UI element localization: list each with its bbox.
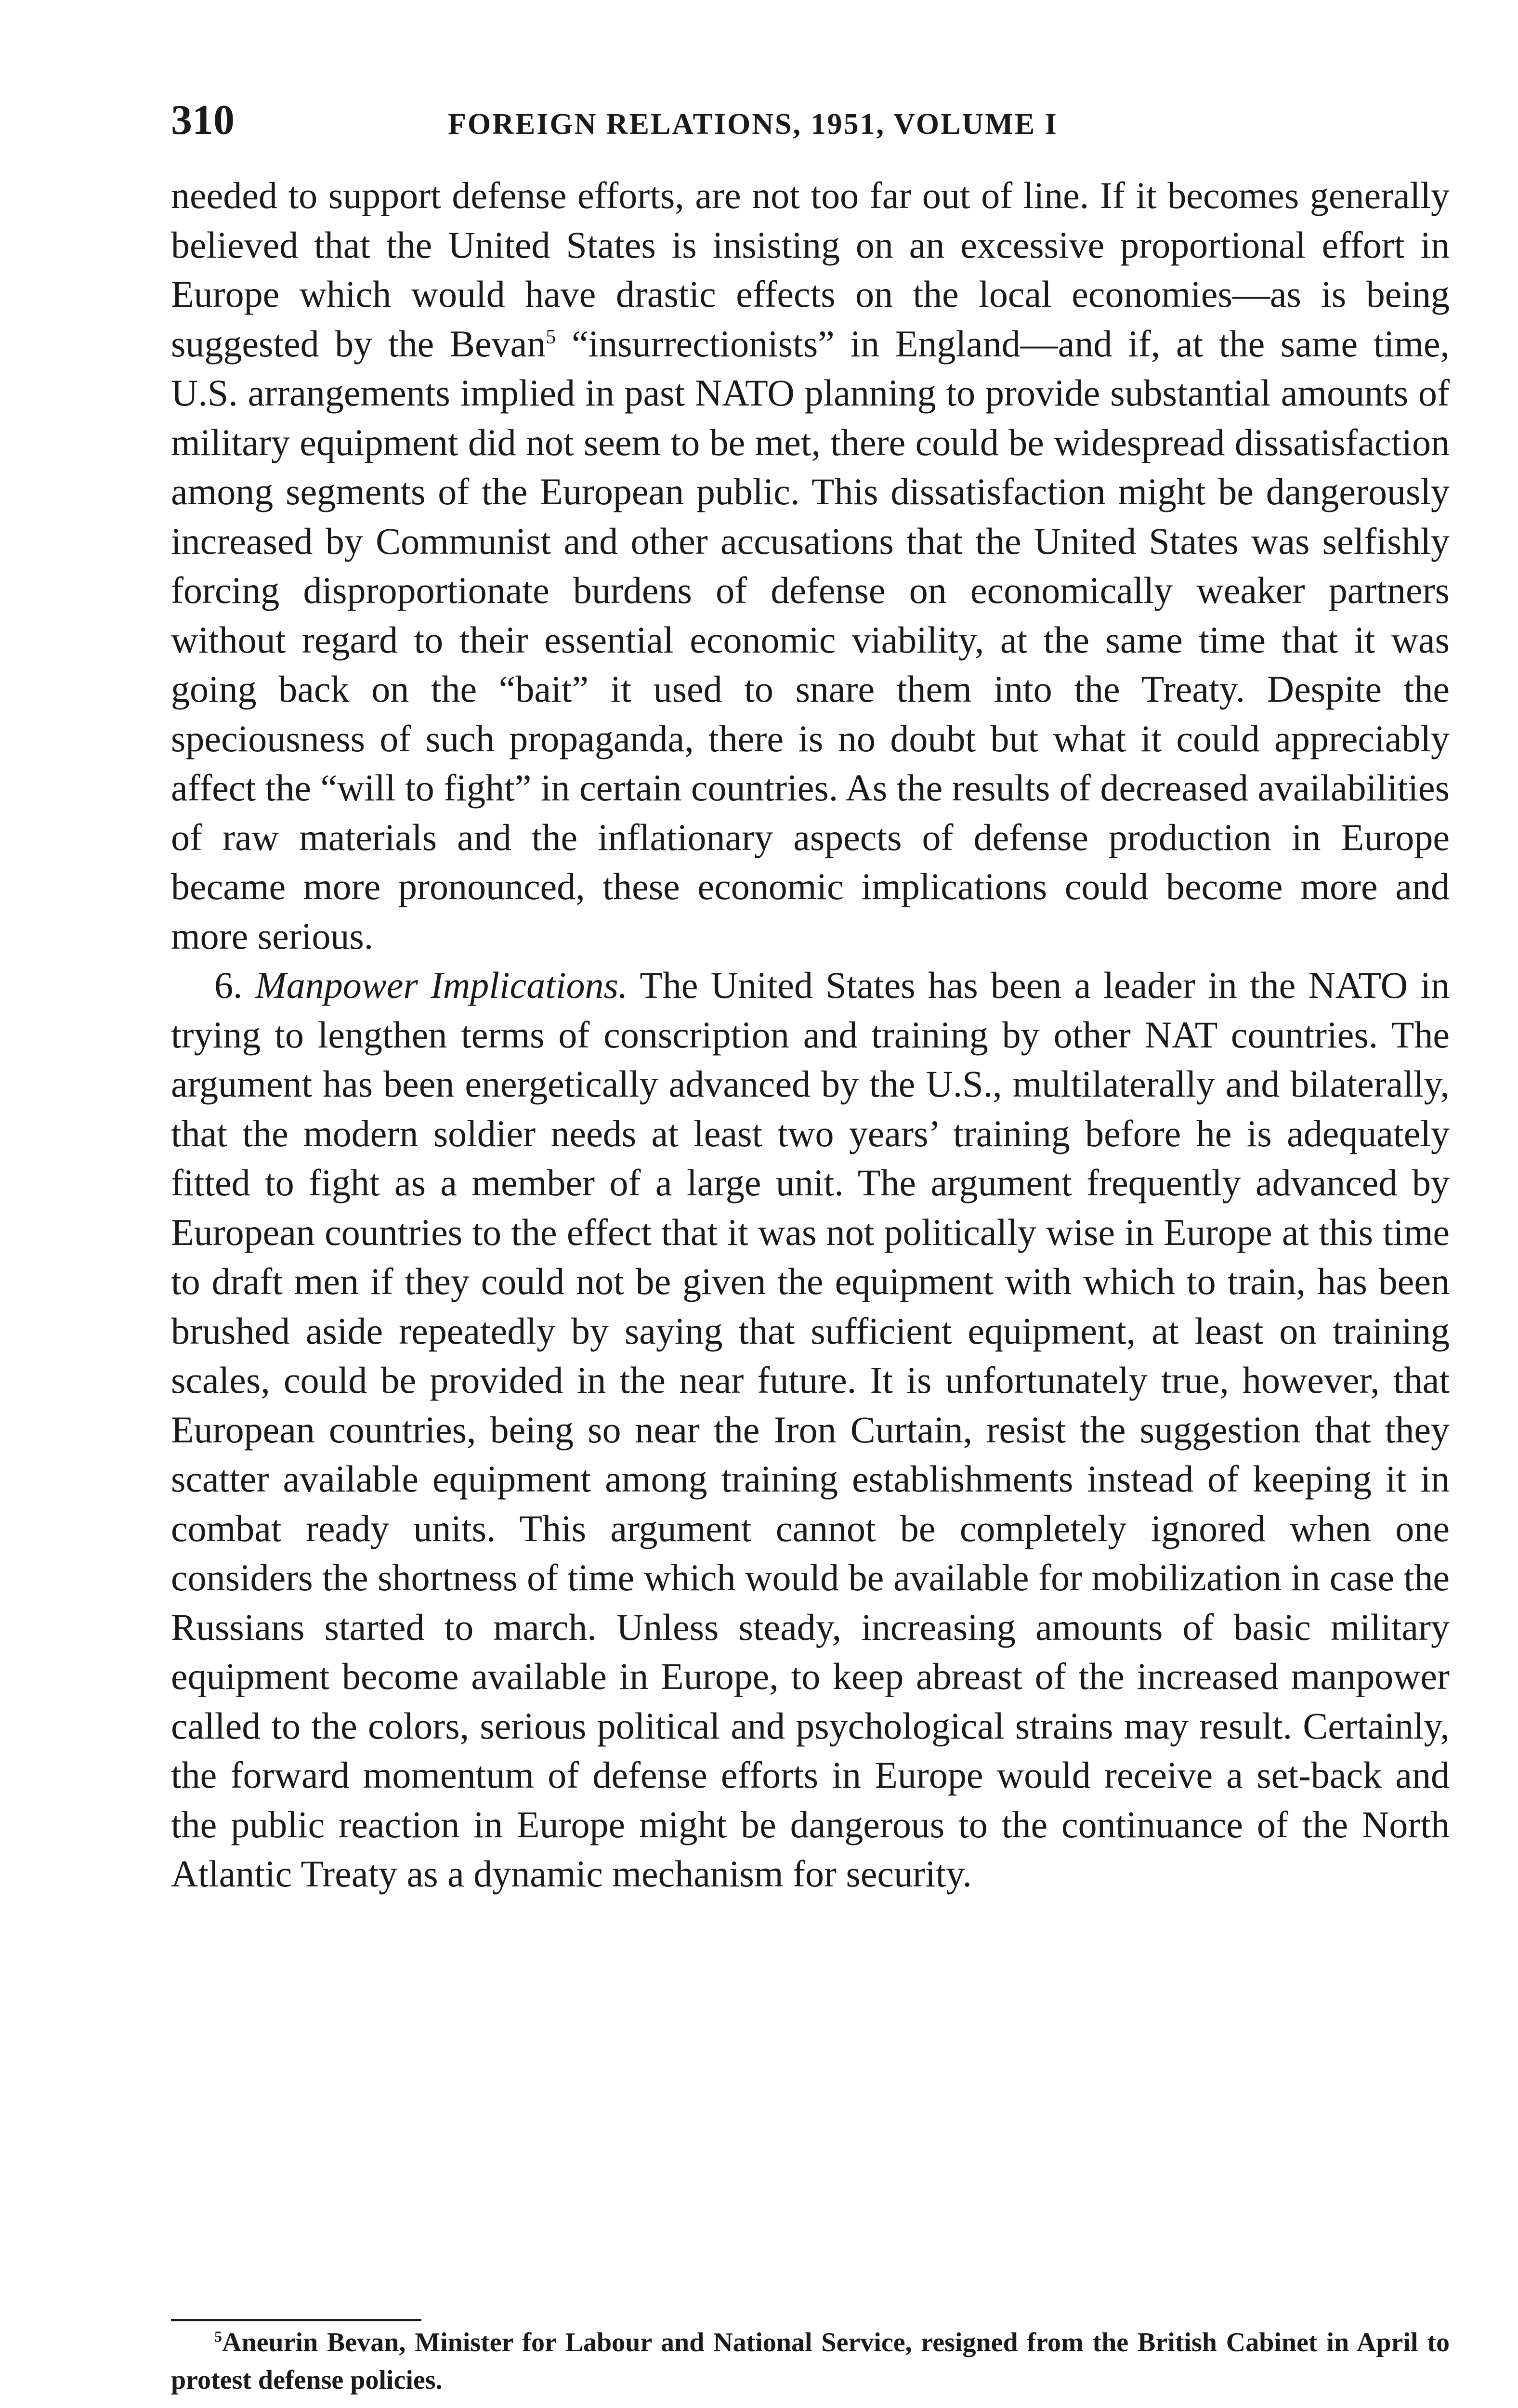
page-number: 310 xyxy=(171,97,235,144)
running-head xyxy=(171,92,1457,149)
body-text xyxy=(171,171,1450,1899)
footnote-ref-5: 5 xyxy=(546,326,556,348)
paragraph-2 xyxy=(171,961,1450,1899)
footnote-divider xyxy=(171,2319,421,2321)
paragraph-2-number: 6. xyxy=(214,964,255,1006)
running-title: FOREIGN RELATIONS, 1951, VOLUME I xyxy=(448,108,1058,141)
paragraph-1-continuation: “insurrectionists” in England—and if, at the same time, U.S. arrangements implied in past NATO planning to provide substantial amounts of military equipment did not seem to be met, there could be widespread dissatisfaction among segments of the European public. This dissatisfaction might be dangerously increased by Communist and other accusations that the United States was selfishly forcing disproportionate burdens of defense on economically weaker partners without regard to their essential economic viability, at the same time that it was going back on the “bait” it used to snare them into the Treaty. Despite the speciousness of such propaganda, there is no doubt but what it could appreciably affect the “will to fight” in certain countries. As the results of decreased availabilities of raw materials and the inflationary aspects of defense production in Europe became more pronounced, these economic implications could become more and more serious. xyxy=(171,322,1450,957)
paragraph-1-text: needed to support defense efforts, are not too far out of line. If it becomes generally believed that the United States is insisting on an excessive proportional effort in Europe which would have drastic effects on the local economies—as is being suggested by the Bevan xyxy=(171,174,1450,365)
paragraph-2-text: The United States has been a leader in the NATO in trying to lengthen terms of conscription and training by other NAT countries. The argument has been energetically advanced by the U.S., multilaterally and bilaterally, that the modern soldier needs at least two years’ training before he is adequately fitted to fight as a member of a large unit. The argument frequently advanced by European countries to the effect that it was not politically wise in Europe at this time to draft men if they could not be given the equipment with which to train, has been brushed aside repeatedly by saying that sufficient equipment, at least on training scales, could be provided in the near future. It is unfortunately true, however, that European countries, being so near the Iron Curtain, resist the suggestion that they scatter available equipment among training establishments instead of keeping it in combat ready units. This argument cannot be completely ignored when one considers the shortness of time which would be available for mobilization in case the Russians started to march. Unless steady, increasing amounts of basic military equipment become available in Europe, to keep abreast of the increased manpower called to the colors, serious political and psychological strains may result. Certainly, the forward momentum of defense efforts in Europe would receive a set-back and the public reaction in Europe might be dangerous to the continuance of the North Atlantic Treaty as a dynamic mechanism for security. xyxy=(171,964,1450,1895)
footnote-marker: 5 xyxy=(214,2328,222,2345)
footnotes xyxy=(171,2324,1450,2399)
footnote-text: Aneurin Bevan, Minister for Labour and National Service, resigned from the British Cabinet in April to protest defense policies. xyxy=(171,2328,1450,2395)
paragraph-1 xyxy=(171,171,1450,961)
footnote-5 xyxy=(171,2324,1450,2399)
paragraph-2-heading: Manpower Implications. xyxy=(255,964,628,1006)
